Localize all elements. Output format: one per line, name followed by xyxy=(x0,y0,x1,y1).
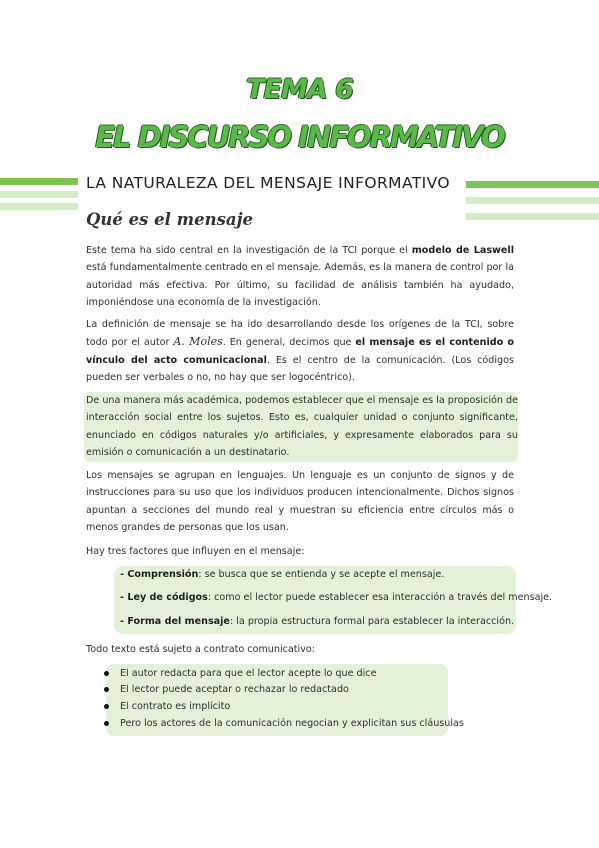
factor-dash: - xyxy=(120,569,128,580)
contract-list xyxy=(106,664,464,736)
paragraph-5: Hay tres factores que influyen en el mensaje: xyxy=(86,546,305,557)
factor-term: Forma del mensaje xyxy=(127,616,230,627)
paragraph-6: Todo texto está sujeto a contrato comunicativo: xyxy=(86,644,315,655)
bullet-icon xyxy=(104,687,109,692)
factor-text: : se busca que se entienda y se acepte el mensaje. xyxy=(198,569,445,580)
divider-right-bottom xyxy=(466,213,599,220)
bullet-icon xyxy=(104,704,109,709)
paragraph-4: Los mensajes se agrupan en lenguajes. Un lenguaje es un conjunto de signos y de instrucciones para su uso que los individuos producen intencionalmente. Dichos signos apuntan a secciones del mundo real y muestran su eficiencia entre círculos más o menos grandes de personas que los usan. xyxy=(86,470,514,534)
paragraph-2-bold: el mensaje es el contenido o vínculo del acto comunicacional xyxy=(86,337,515,366)
document-subtitle: EL DISCURSO INFORMATIVO xyxy=(95,120,504,154)
paragraph-2-text-d: . Es el centro de la comunicación. (Los códigos pueden ser verbales o no, no hay que ser logocéntrico). xyxy=(86,354,514,384)
bullet-icon xyxy=(104,671,109,676)
paragraph-1-bold: modelo de Laswell xyxy=(411,245,514,256)
list-item-text: El contrato es implícito xyxy=(120,701,231,712)
paragraph-1-text-a: Este tema ha sido central en la investigación de la TCI porque el xyxy=(86,245,412,256)
divider-left-top xyxy=(0,178,78,185)
subheading: Qué es el mensaje xyxy=(86,210,254,229)
author-name: A. Moles xyxy=(173,335,223,349)
factor-term: Comprensión xyxy=(127,569,199,580)
list-item-text: El lector puede aceptar o rechazar lo redactado xyxy=(120,684,349,695)
document-title: TEMA 6 xyxy=(246,74,353,105)
paragraph-1 xyxy=(86,242,514,312)
paragraph-2-text-b: . En general, decimos que xyxy=(222,337,356,349)
factor-text: : la propia estructura formal para establecer la interacción. xyxy=(229,616,515,627)
divider-right-middle xyxy=(466,197,599,204)
paragraph-2-text-a: La definición de mensaje se ha ido desarrollando desde los orígenes de la TCI, sobre todo por el autor xyxy=(86,319,514,349)
factor-dash: - xyxy=(120,592,128,603)
divider-left-middle xyxy=(0,191,78,198)
factor-item xyxy=(120,569,444,580)
bullet-icon xyxy=(104,721,109,726)
list-item-text: El autor redacta para que el lector acepte lo que dice xyxy=(120,668,377,679)
section-heading: LA NATURALEZA DEL MENSAJE INFORMATIVO xyxy=(86,174,450,192)
factors-box xyxy=(114,566,553,634)
factor-term: Ley de códigos xyxy=(127,592,208,603)
list-item-text: Pero los actores de la comunicación negocian y explicitan sus cláusulas xyxy=(120,718,464,729)
divider-left-bottom xyxy=(0,203,78,210)
paragraph-1-text-c: está fundamentalmente centrado en el mensaje. Además, es la manera de control por la autoridad más efectiva. Por último, su facilidad de análisis también ha ayudado, imponiéndose una economía de la investigación. xyxy=(86,262,514,309)
highlighted-definition: De una manera más académica, podemos establecer que el mensaje es la proposición de interacción social entre los sujetos. Esto es, cualquier unidad o conjunto significante, enunciado en códigos naturales y/o artificiales, y expresamente elaborados para su emisión o comunicación a un destinatario. xyxy=(84,392,518,462)
factor-item xyxy=(120,592,552,603)
factor-dash: - xyxy=(120,616,128,627)
paragraph-2 xyxy=(86,316,514,387)
divider-right-top xyxy=(466,181,599,188)
factor-text: : como el lector puede establecer esa interacción a través del mensaje. xyxy=(207,592,553,603)
factor-item xyxy=(120,616,514,627)
